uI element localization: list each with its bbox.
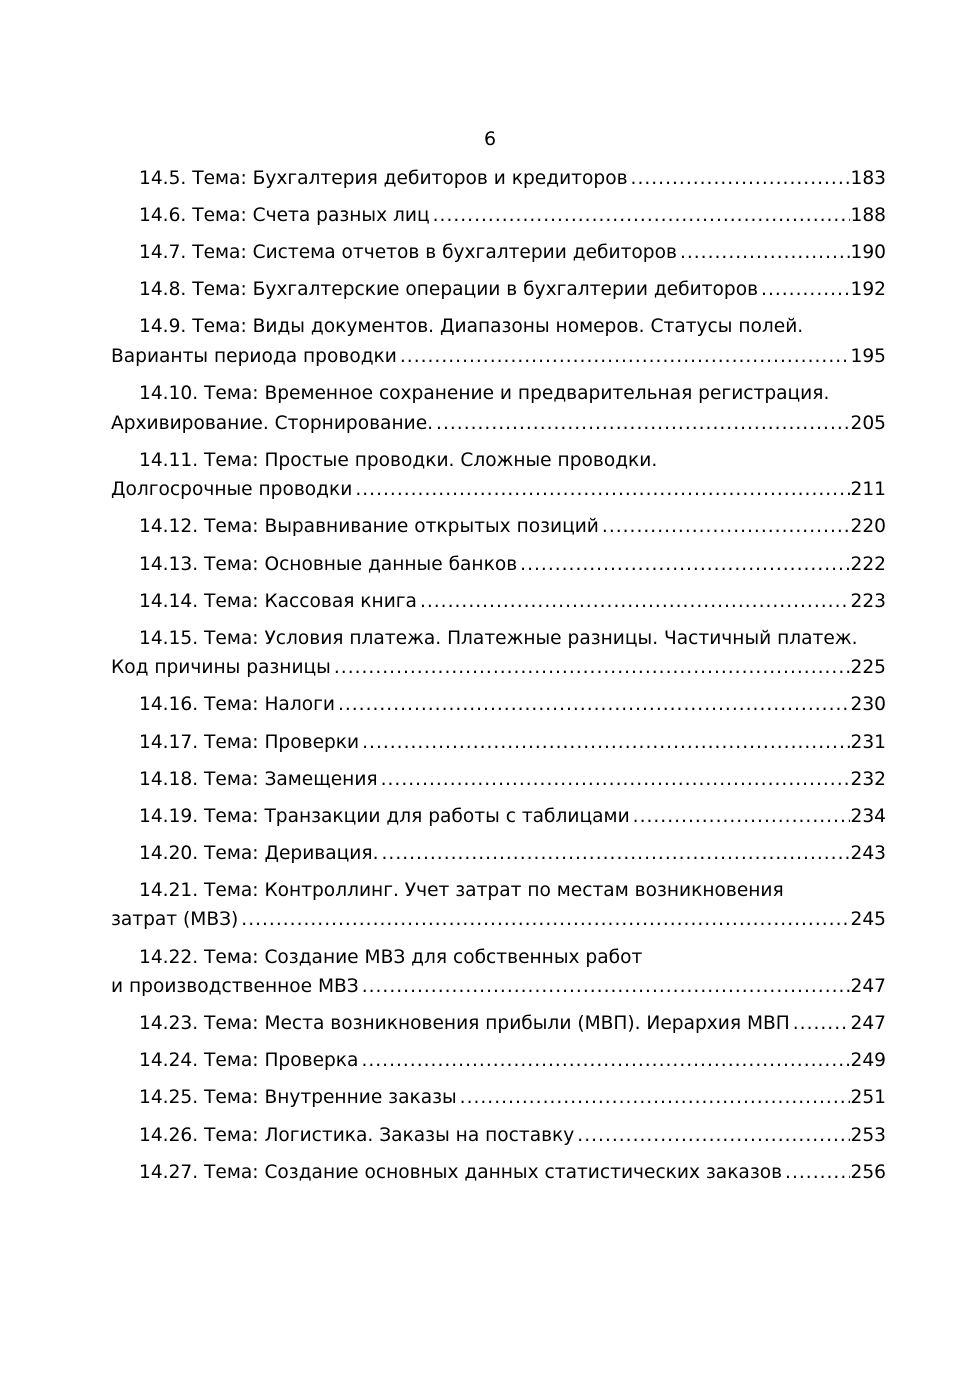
toc-entry-continuation xyxy=(111,972,886,1002)
toc-page-number: 192 xyxy=(850,279,886,301)
toc-dot-leader xyxy=(577,1121,849,1151)
toc-entry-continuation xyxy=(111,905,886,935)
toc-dot-leader xyxy=(785,1158,849,1188)
toc-entry-line xyxy=(111,164,886,194)
toc-entry-line xyxy=(111,624,886,654)
toc-entry-title: 14.17. Тема: Проверки xyxy=(139,731,360,753)
toc-entry-title: Долгосрочные проводки xyxy=(111,479,353,501)
toc-entry-title: 14.7. Тема: Система отчетов в бухгалтерии дебиторов xyxy=(139,242,677,264)
toc-dot-leader xyxy=(420,587,850,617)
toc-entry[interactable] xyxy=(111,201,886,231)
toc-entry-title: 14.24. Тема: Проверка xyxy=(139,1050,359,1072)
toc-entry[interactable] xyxy=(111,1121,886,1151)
toc-entry-title: 14.6. Тема: Счета разных лиц xyxy=(139,205,430,227)
toc-entry[interactable] xyxy=(111,164,886,194)
toc-dot-leader xyxy=(355,475,849,505)
toc-entry-continuation xyxy=(111,342,886,372)
toc-entry-line xyxy=(111,765,886,795)
toc-page-number: 195 xyxy=(850,345,886,367)
toc-entry-line xyxy=(111,802,886,832)
toc-entry-title: и производственное МВЗ xyxy=(111,976,359,998)
toc-entry-title: 14.11. Тема: Простые проводки. Сложные проводки. xyxy=(139,449,658,471)
toc-entry-title: 14.16. Тема: Налоги xyxy=(139,694,335,716)
toc-dot-leader xyxy=(680,238,850,268)
toc-page-number: 247 xyxy=(850,976,886,998)
toc-entry[interactable] xyxy=(111,839,886,869)
toc-page-number: 232 xyxy=(850,768,886,790)
toc-entry-title: 14.22. Тема: Создание МВЗ для собственных работ xyxy=(139,946,643,968)
toc-entry-line xyxy=(111,839,886,869)
toc-entry-title: 14.27. Тема: Создание основных данных статистических заказов xyxy=(139,1161,783,1183)
toc-entry-line xyxy=(111,275,886,305)
toc-entry-title: Код причины разницы xyxy=(111,657,331,679)
toc-page-number: 220 xyxy=(850,516,886,538)
toc-entry-title: 14.8. Тема: Бухгалтерские операции в бухгалтерии дебиторов xyxy=(139,279,759,301)
toc-dot-leader xyxy=(338,690,850,720)
toc-dot-leader xyxy=(436,409,849,439)
toc-entry-line xyxy=(111,728,886,758)
toc-entry[interactable] xyxy=(111,1009,886,1039)
toc-entry-title: Архивирование. Сторнирование. xyxy=(111,412,434,434)
toc-entry[interactable] xyxy=(111,446,886,505)
toc-entry-title: 14.18. Тема: Замещения xyxy=(139,768,378,790)
toc-entry-line xyxy=(111,312,886,342)
toc-page-number: 222 xyxy=(850,553,886,575)
toc-entry-line xyxy=(111,1121,886,1151)
toc-dot-leader xyxy=(362,728,849,758)
toc-entry-title: 14.5. Тема: Бухгалтерия дебиторов и кредиторов xyxy=(139,168,628,189)
toc-page-number: 205 xyxy=(850,412,886,434)
toc-entry[interactable] xyxy=(111,876,886,935)
toc-entry[interactable] xyxy=(111,587,886,617)
toc-entry-title: 14.15. Тема: Условия платежа. Платежные разницы. Частичный платеж. xyxy=(139,627,858,649)
table-of-contents xyxy=(111,164,886,1195)
toc-dot-leader xyxy=(460,1083,850,1113)
toc-entry[interactable] xyxy=(111,943,886,1002)
toc-dot-leader xyxy=(602,512,850,542)
toc-entry[interactable] xyxy=(111,624,886,683)
toc-entry-title: 14.23. Тема: Места возникновения прибыли (МВП). Иерархия МВП xyxy=(139,1013,790,1035)
toc-entry-line xyxy=(111,690,886,720)
toc-entry[interactable] xyxy=(111,802,886,832)
toc-entry-line xyxy=(111,1158,886,1188)
toc-entry[interactable] xyxy=(111,765,886,795)
toc-entry-line xyxy=(111,1009,886,1039)
toc-entry[interactable] xyxy=(111,1046,886,1076)
toc-entry[interactable] xyxy=(111,1083,886,1113)
toc-page-number: 190 xyxy=(850,242,886,264)
toc-page-number: 256 xyxy=(850,1161,886,1183)
toc-dot-leader xyxy=(382,839,850,869)
toc-page-number: 251 xyxy=(850,1087,886,1109)
toc-entry-continuation xyxy=(111,475,886,505)
toc-entry-title: 14.25. Тема: Внутренние заказы xyxy=(139,1087,457,1109)
toc-page-number: 243 xyxy=(850,842,886,864)
toc-entry-line xyxy=(111,1046,886,1076)
toc-entry-title: 14.9. Тема: Виды документов. Диапазоны номеров. Статусы полей. xyxy=(139,316,804,338)
toc-entry[interactable] xyxy=(111,690,886,720)
toc-dot-leader xyxy=(761,275,849,305)
toc-entry[interactable] xyxy=(111,512,886,542)
toc-entry[interactable] xyxy=(111,550,886,580)
toc-entry-line xyxy=(111,550,886,580)
toc-dot-leader xyxy=(793,1009,850,1039)
toc-dot-leader xyxy=(362,972,850,1002)
toc-dot-leader xyxy=(633,802,850,832)
toc-page-number: 211 xyxy=(850,479,886,501)
toc-entry-title: 14.14. Тема: Кассовая книга xyxy=(139,590,417,612)
toc-entry-title: 14.10. Тема: Временное сохранение и предварительная регистрация. xyxy=(139,383,830,405)
toc-entry-line xyxy=(111,238,886,268)
toc-page-number: 247 xyxy=(850,1013,886,1035)
toc-page-number: 188 xyxy=(850,205,886,227)
toc-entry-continuation xyxy=(111,653,886,683)
toc-entry[interactable] xyxy=(111,379,886,438)
toc-page-number: 183 xyxy=(850,168,886,189)
toc-page-number: 231 xyxy=(850,731,886,753)
toc-entry-title: 14.26. Тема: Логистика. Заказы на поставку xyxy=(139,1124,575,1146)
toc-page-number: 223 xyxy=(850,590,886,612)
toc-page-number: 230 xyxy=(850,694,886,716)
toc-entry-line xyxy=(111,446,886,476)
toc-entry-title: затрат (МВЗ) xyxy=(111,909,239,931)
toc-entry[interactable] xyxy=(111,1158,886,1188)
toc-dot-leader xyxy=(381,765,850,795)
toc-entry-line xyxy=(111,943,886,973)
toc-entry-line xyxy=(111,587,886,617)
toc-dot-leader xyxy=(433,201,850,231)
toc-entry-continuation xyxy=(111,409,886,439)
toc-entry-line xyxy=(111,1083,886,1113)
toc-page-number: 253 xyxy=(850,1124,886,1146)
toc-entry-line xyxy=(111,379,886,409)
page-number: 6 xyxy=(483,128,497,150)
toc-dot-leader xyxy=(400,342,850,372)
toc-entry-title: 14.21. Тема: Контроллинг. Учет затрат по местам возникновения xyxy=(139,879,784,901)
toc-page-number: 249 xyxy=(850,1050,886,1072)
toc-dot-leader xyxy=(241,905,849,935)
toc-entry[interactable] xyxy=(111,728,886,758)
toc-entry[interactable] xyxy=(111,275,886,305)
toc-entry[interactable] xyxy=(111,312,886,371)
toc-entry-title: 14.19. Тема: Транзакции для работы с таблицами xyxy=(139,805,630,827)
toc-entry-line xyxy=(111,201,886,231)
toc-entry-line xyxy=(111,512,886,542)
toc-dot-leader xyxy=(334,653,850,683)
toc-dot-leader xyxy=(361,1046,849,1076)
toc-entry-title: Варианты периода проводки xyxy=(111,345,397,367)
toc-dot-leader xyxy=(520,550,849,580)
toc-page-number: 234 xyxy=(850,805,886,827)
toc-dot-leader xyxy=(631,164,850,194)
toc-entry[interactable] xyxy=(111,238,886,268)
toc-entry-line xyxy=(111,876,886,906)
toc-page-number: 245 xyxy=(850,909,886,931)
toc-entry-title: 14.20. Тема: Деривация. xyxy=(139,842,379,864)
toc-page-number: 225 xyxy=(850,657,886,679)
toc-entry-title: 14.13. Тема: Основные данные банков xyxy=(139,553,518,575)
toc-entry-title: 14.12. Тема: Выравнивание открытых позиций xyxy=(139,516,599,538)
